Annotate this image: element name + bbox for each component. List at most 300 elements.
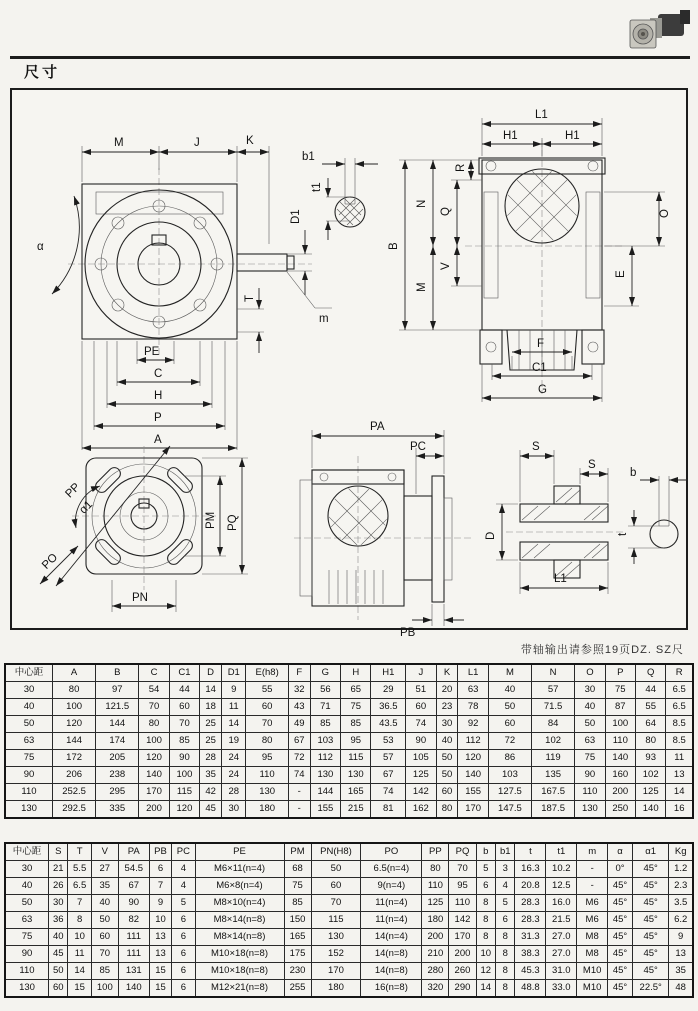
table-cell: 24 [222, 767, 246, 784]
table-cell: 250 [605, 801, 635, 819]
table-cell: 72 [288, 750, 310, 767]
table-cell: M8×14(n=8) [195, 912, 284, 929]
table-cell: 45° [633, 895, 669, 912]
table-cell: 6 [496, 912, 515, 929]
table-cell: 24 [222, 750, 246, 767]
table-cell: 78 [458, 699, 488, 716]
table-cell: 112 [458, 733, 488, 750]
table-cell: 15 [149, 963, 172, 980]
column-header: b1 [496, 843, 515, 861]
table-cell: 85 [284, 895, 311, 912]
table-row [5, 895, 693, 912]
dim-label-A: A [154, 434, 162, 446]
table-cell: 15 [149, 980, 172, 998]
table-cell: 11(n=4) [361, 912, 422, 929]
table-cell: M10×18(n=8) [195, 963, 284, 980]
table-cell: 31.3 [515, 929, 546, 946]
table-cell: 142 [406, 784, 436, 801]
table-cell: 0° [608, 861, 633, 878]
table-cell: 162 [406, 801, 436, 819]
table-cell: 140 [458, 767, 488, 784]
table-cell: 50 [436, 767, 458, 784]
table-cell: 95 [341, 733, 371, 750]
table-cell: 14 [666, 784, 693, 801]
table-cell: 60 [406, 699, 436, 716]
table-cell: 180 [246, 801, 288, 819]
column-header: Q [636, 664, 666, 682]
table-cell: 238 [96, 767, 139, 784]
table-cell: 38.3 [515, 946, 546, 963]
table-cell: - [577, 861, 608, 878]
table-cell: 8 [496, 946, 515, 963]
table-row [5, 929, 693, 946]
table-cell: 45° [608, 912, 633, 929]
table-cell: 6.5(n=4) [361, 861, 422, 878]
dim-label-R: R [455, 163, 467, 172]
table-cell: 67 [288, 733, 310, 750]
table-cell: 85 [310, 716, 340, 733]
table-cell: 45° [608, 980, 633, 998]
dim-label-t: t [617, 532, 629, 536]
dim-label-PC: PC [410, 441, 426, 453]
table-cell: 11 [222, 699, 246, 716]
table-cell: M8 [577, 929, 608, 946]
table-cell: 45° [633, 912, 669, 929]
table-cell: 130 [246, 784, 288, 801]
table-cell: 155 [458, 784, 488, 801]
table-cell: 4 [172, 861, 195, 878]
table-cell: 200 [422, 929, 449, 946]
table-cell: 74 [371, 784, 406, 801]
table-cell: 8.5 [666, 733, 693, 750]
table-cell: 8 [496, 963, 515, 980]
table-cell: 80 [636, 733, 666, 750]
dim-label-M: M [416, 282, 428, 292]
table-cell: 7 [149, 878, 172, 895]
table-cell: 43.5 [371, 716, 406, 733]
table-cell: 150 [284, 912, 311, 929]
table-cell: 51 [406, 682, 436, 699]
table-cell: 206 [53, 767, 96, 784]
column-header: 中心距 [5, 843, 49, 861]
table-cell: 45.3 [515, 963, 546, 980]
table-cell: 135 [532, 767, 575, 784]
table-cell: 110 [5, 963, 49, 980]
table-cell: 180 [311, 980, 361, 998]
table-cell: 6 [172, 912, 195, 929]
table-cell: 87 [605, 699, 635, 716]
table-cell: 45° [608, 946, 633, 963]
table-cell: 32 [288, 682, 310, 699]
table-cell: 110 [422, 878, 449, 895]
column-header: D [200, 664, 222, 682]
table-cell: 29 [371, 682, 406, 699]
table-cell: 63 [575, 733, 605, 750]
table-row [5, 861, 693, 878]
table-cell: 13 [149, 929, 172, 946]
table-cell: 3.5 [669, 895, 693, 912]
table-cell: 100 [91, 980, 118, 998]
header-row [5, 843, 693, 861]
dim-label-PQ: PQ [227, 514, 239, 531]
table-cell: 23 [436, 699, 458, 716]
column-header: PB [149, 843, 172, 861]
table-cell: 60 [311, 878, 361, 895]
table-cell: 43 [288, 699, 310, 716]
dim-label-t1: t1 [311, 182, 323, 192]
table-cell: 174 [96, 733, 139, 750]
table-cell: 10.2 [546, 861, 577, 878]
table-cell: 110 [575, 784, 605, 801]
table-cell: 120 [458, 750, 488, 767]
gearbox-photo [624, 6, 696, 60]
table-cell: 119 [532, 750, 575, 767]
column-header: m [577, 843, 608, 861]
column-header: α [608, 843, 633, 861]
table-cell: M10×18(n=8) [195, 946, 284, 963]
table-cell: 125 [422, 895, 449, 912]
dim-label-L1: L1 [554, 573, 567, 585]
table-row [5, 801, 693, 819]
header-row [5, 664, 693, 682]
column-header: b [476, 843, 495, 861]
table-cell: 140 [636, 801, 666, 819]
table-cell: 97 [96, 682, 139, 699]
table-cell: 40 [436, 733, 458, 750]
table-cell: 31.0 [546, 963, 577, 980]
column-header: C [139, 664, 169, 682]
table-cell: 252.5 [53, 784, 96, 801]
table-cell: 75 [284, 878, 311, 895]
table-cell: 45° [633, 963, 669, 980]
table-cell: 27.0 [546, 929, 577, 946]
column-header: α1 [633, 843, 669, 861]
table-cell: 130 [5, 980, 49, 998]
table-cell: 260 [449, 963, 476, 980]
table-cell: 140 [118, 980, 149, 998]
table-cell: 115 [311, 912, 361, 929]
table-cell: 144 [53, 733, 96, 750]
table-cell: 125 [636, 784, 666, 801]
table-cell: 45° [633, 946, 669, 963]
table-cell: 27.0 [546, 946, 577, 963]
table-cell: 13 [149, 946, 172, 963]
table-cell: 14(n=8) [361, 946, 422, 963]
table-cell: 6 [172, 980, 195, 998]
table-cell: 112 [310, 750, 340, 767]
table-cell: 290 [449, 980, 476, 998]
table-cell: 50 [91, 912, 118, 929]
table-cell: 9 [669, 929, 693, 946]
dim-label-alpha: α [37, 241, 44, 253]
table-cell: 8 [496, 929, 515, 946]
table-cell: 75 [341, 699, 371, 716]
table-cell: 33.0 [546, 980, 577, 998]
table-cell: 110 [246, 767, 288, 784]
dim-label-B: B [388, 242, 400, 250]
table-cell: M12×21(n=8) [195, 980, 284, 998]
table-cell: 14 [222, 716, 246, 733]
table-cell: 25 [200, 716, 222, 733]
table-cell: 111 [118, 929, 149, 946]
dim-label-b1: b1 [302, 151, 315, 163]
table-cell: 85 [341, 716, 371, 733]
column-header: 中心距 [5, 664, 53, 682]
table-cell: 140 [605, 750, 635, 767]
table-cell: 14(n=8) [361, 963, 422, 980]
table-cell: 93 [636, 750, 666, 767]
column-header: A [53, 664, 96, 682]
table-cell: 2.3 [669, 878, 693, 895]
table-cell: 130 [341, 767, 371, 784]
table-cell: 50 [488, 699, 531, 716]
table-cell: 120 [53, 716, 96, 733]
table-cell: 40 [49, 929, 68, 946]
reference-note: 带轴输出请参照19页DZ. SZ尺 [520, 644, 684, 656]
table-cell: 45 [200, 801, 222, 819]
table-cell: 8 [68, 912, 91, 929]
column-header: G [310, 664, 340, 682]
table-cell: 165 [341, 784, 371, 801]
table-cell: 50 [5, 716, 53, 733]
table-cell: 110 [449, 895, 476, 912]
table-cell: 16.3 [515, 861, 546, 878]
table-cell: 102 [636, 767, 666, 784]
table-cell: 80 [436, 801, 458, 819]
table-cell: 95 [246, 750, 288, 767]
table-cell: 111 [118, 946, 149, 963]
shaft-section-drawing [482, 422, 697, 607]
table-cell: 86 [488, 750, 531, 767]
table-cell: 18 [200, 699, 222, 716]
table-cell: 110 [605, 733, 635, 750]
column-header: V [91, 843, 118, 861]
table-cell: 75 [575, 750, 605, 767]
table-cell: M8 [577, 946, 608, 963]
column-header: R [666, 664, 693, 682]
table-row [5, 682, 693, 699]
table-cell: 5 [496, 895, 515, 912]
table-cell: 100 [139, 733, 169, 750]
table-cell: 60 [488, 716, 531, 733]
dim-label-b: b [630, 467, 637, 479]
table-cell: 103 [310, 733, 340, 750]
dim-label-PE: PE [144, 346, 160, 358]
column-header: PC [172, 843, 195, 861]
table-cell: 140 [139, 767, 169, 784]
table-cell: M8×14(n=8) [195, 929, 284, 946]
table-cell: 127.5 [488, 784, 531, 801]
table-cell: 6 [172, 946, 195, 963]
table-cell: 28 [222, 784, 246, 801]
table-cell: 90 [118, 895, 149, 912]
table-cell: 8 [476, 895, 495, 912]
table-cell: 54.5 [118, 861, 149, 878]
column-header: M [488, 664, 531, 682]
dim-label-G: G [538, 384, 547, 396]
column-header: B [96, 664, 139, 682]
table-cell: 45° [633, 861, 669, 878]
table-cell: 64 [636, 716, 666, 733]
dim-label-PB: PB [400, 627, 416, 639]
table-cell: 147.5 [488, 801, 531, 819]
table-cell: 13 [666, 767, 693, 784]
table-cell: 45° [608, 963, 633, 980]
dim-label-L1: L1 [535, 109, 548, 121]
table-cell: 11 [666, 750, 693, 767]
table-cell: 90 [169, 750, 199, 767]
table-cell: 170 [449, 929, 476, 946]
table-cell: 67 [118, 878, 149, 895]
table-row [5, 716, 693, 733]
table-cell: 49 [288, 716, 310, 733]
table-cell: 5 [172, 895, 195, 912]
table-cell: 30 [5, 682, 53, 699]
table-cell: 155 [310, 801, 340, 819]
column-header: PE [195, 843, 284, 861]
table-cell: 80 [139, 716, 169, 733]
column-header: PO [361, 843, 422, 861]
dim-label-F: F [537, 338, 545, 350]
table-cell: 103 [488, 767, 531, 784]
table-cell: 50 [436, 750, 458, 767]
dim-label-D: D [485, 531, 497, 540]
table-cell: 56 [310, 682, 340, 699]
table-cell: 4 [496, 878, 515, 895]
table-cell: 42 [200, 784, 222, 801]
table-row [5, 784, 693, 801]
table-cell: 40 [488, 682, 531, 699]
table-cell: 54 [139, 682, 169, 699]
table-cell: 28.3 [515, 895, 546, 912]
column-header: L1 [458, 664, 488, 682]
dimensions-table-2-wrap [4, 842, 694, 998]
table-cell: 82 [118, 912, 149, 929]
table-cell: 16(n=8) [361, 980, 422, 998]
table-cell: 142 [449, 912, 476, 929]
table-cell: 172 [53, 750, 96, 767]
table-cell: 84 [532, 716, 575, 733]
table-cell: 21.5 [546, 912, 577, 929]
table-cell: 40 [575, 699, 605, 716]
table-cell: 280 [422, 963, 449, 980]
table-cell: 27 [91, 861, 118, 878]
table-cell: - [288, 801, 310, 819]
table-cell: 15 [68, 980, 91, 998]
dim-label-M: M [114, 137, 124, 149]
dim-label-O: O [659, 209, 671, 218]
table-cell: 63 [5, 733, 53, 750]
table-cell: 165 [284, 929, 311, 946]
table-cell: 130 [310, 767, 340, 784]
table-cell: 60 [169, 699, 199, 716]
table-cell: 70 [139, 699, 169, 716]
table-cell: M6×8(n=4) [195, 878, 284, 895]
table-cell: 6 [149, 861, 172, 878]
table-cell: 20.8 [515, 878, 546, 895]
column-header: S [49, 843, 68, 861]
table-cell: 57 [371, 750, 406, 767]
table-cell: 90 [5, 946, 49, 963]
page-title: 尺寸 [24, 64, 61, 81]
column-header: t [515, 843, 546, 861]
table-row [5, 963, 693, 980]
table-cell: 120 [169, 801, 199, 819]
table-cell: 67 [371, 767, 406, 784]
table-cell: 20 [436, 682, 458, 699]
dim-label-S: S [532, 441, 540, 453]
table-cell: 6.5 [666, 699, 693, 716]
table-cell: 10 [68, 929, 91, 946]
table-cell: 50 [311, 861, 361, 878]
table-cell: 6.5 [68, 878, 91, 895]
table-cell: 74 [288, 767, 310, 784]
flange-view-drawing [24, 422, 264, 632]
table-cell: 13 [669, 946, 693, 963]
dim-label-PO: PO [39, 551, 61, 572]
table-cell: 48 [669, 980, 693, 998]
table-cell: 144 [310, 784, 340, 801]
table-cell: 55 [636, 699, 666, 716]
table-cell: 115 [341, 750, 371, 767]
table-cell: 92 [458, 716, 488, 733]
dim-label-PP: PP [63, 481, 83, 501]
table-cell: M6×11(n=4) [195, 861, 284, 878]
dim-label-K: K [246, 135, 254, 147]
table-cell: 30 [436, 716, 458, 733]
table-cell: 4 [172, 878, 195, 895]
table-cell: 102 [532, 733, 575, 750]
table-cell: 45° [608, 895, 633, 912]
dim-label-H: H [154, 390, 163, 402]
dimensions-table-2 [4, 842, 694, 998]
table-cell: 35 [91, 878, 118, 895]
table-cell: 19 [222, 733, 246, 750]
dim-label-PN: PN [132, 592, 148, 604]
table-cell: 6.2 [669, 912, 693, 929]
table-cell: 45 [49, 946, 68, 963]
table-cell: 100 [53, 699, 96, 716]
table-cell: 75 [5, 750, 53, 767]
table-cell: 255 [284, 980, 311, 998]
table-cell: 14 [68, 963, 91, 980]
column-header: O [575, 664, 605, 682]
dim-label-C1: C1 [532, 362, 547, 374]
table-cell: 5.5 [68, 861, 91, 878]
table-cell: 130 [5, 801, 53, 819]
table-cell: 120 [139, 750, 169, 767]
table-cell: 125 [406, 767, 436, 784]
table-cell: 90 [575, 767, 605, 784]
table-cell: 16.0 [546, 895, 577, 912]
table-cell: 35 [200, 767, 222, 784]
column-header: PN(H8) [311, 843, 361, 861]
table-cell: 85 [91, 963, 118, 980]
table-cell: 131 [118, 963, 149, 980]
dim-label-PA: PA [370, 421, 385, 433]
table-cell: 81 [371, 801, 406, 819]
table-cell: 45° [633, 929, 669, 946]
dimensions-table-1 [4, 663, 694, 819]
table-cell: 9(n=4) [361, 878, 422, 895]
table-cell: 48.8 [515, 980, 546, 998]
table-cell: 36.5 [371, 699, 406, 716]
table-cell: 10 [476, 946, 495, 963]
column-header: PA [118, 843, 149, 861]
table-cell: 210 [422, 946, 449, 963]
table-cell: 71.5 [532, 699, 575, 716]
table-cell: 80 [53, 682, 96, 699]
